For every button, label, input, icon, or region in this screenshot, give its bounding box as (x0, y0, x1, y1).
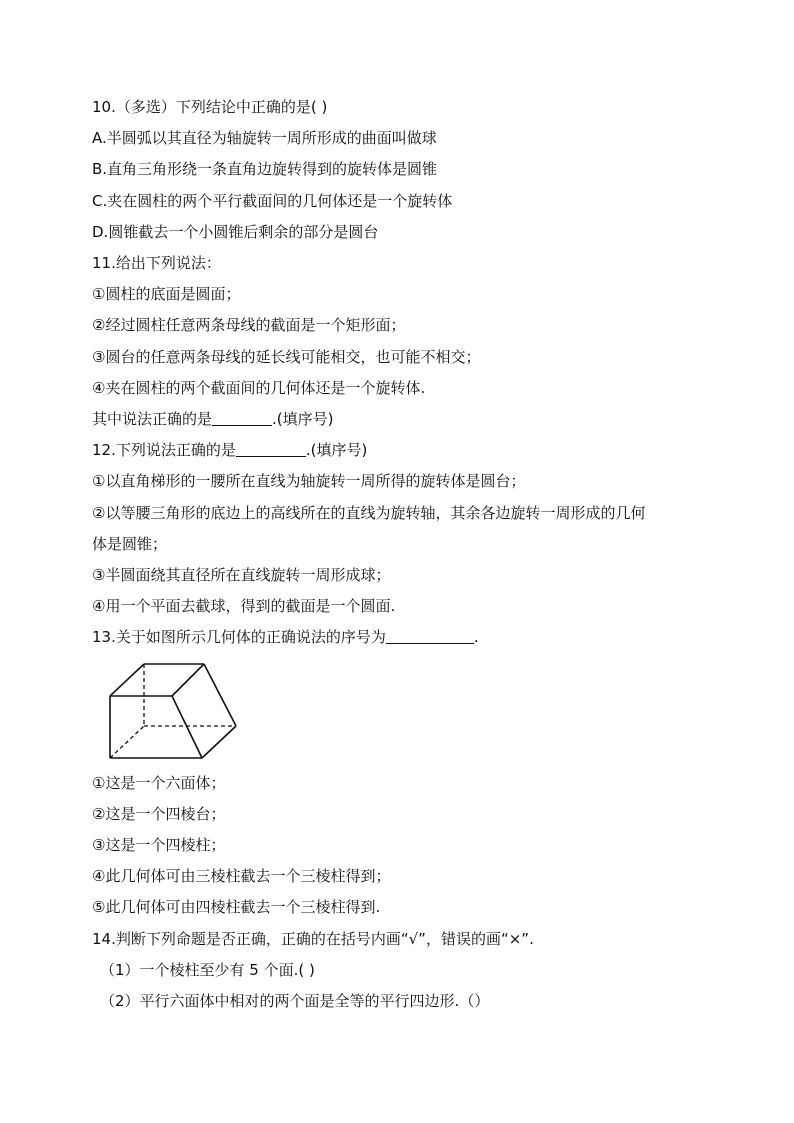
q12-item-1: ①以直角梯形的一腰所在直线为轴旋转一周所得的旋转体是圆台； (92, 472, 526, 491)
q12-title-prefix: 12.下列说法正确的是 (92, 441, 236, 460)
q13-item-2: ②这是一个四棱台； (92, 804, 226, 823)
q10-option-a: A.半圆弧以其直径为轴旋转一周所形成的曲面叫做球 (92, 129, 437, 148)
q12-item-2-cont: 体是圆锥； (92, 534, 168, 553)
q12-answer-blank[interactable] (236, 440, 306, 457)
q11-item-4: ④夹在圆柱的两个截面间的几何体还是一个旋转体. (92, 378, 426, 397)
q13-item-1: ①这是一个六面体； (92, 773, 226, 792)
prism-figure (104, 660, 244, 760)
q13-answer-blank[interactable] (386, 627, 474, 644)
q12-title-line (92, 435, 732, 466)
q14-title: 14.判断下列命题是否正确，正确的在括号内画“√”，错误的画“×”. (92, 929, 534, 948)
prism-hidden-edge (110, 726, 144, 758)
q13-item-5: ⑤此几何体可由四棱柱截去一个三棱柱得到. (92, 898, 381, 917)
document-page (92, 92, 732, 1017)
q13-item-4: ④此几何体可由三棱柱截去一个三棱柱得到； (92, 867, 391, 886)
q12-item-3: ③半圆面绕其直径所在直线旋转一周形成球； (92, 566, 391, 585)
prism-edge (172, 696, 202, 758)
q11-answer-line (92, 404, 732, 435)
q11-answer-suffix: .(填序号) (272, 410, 334, 429)
q11-answer-prefix: 其中说法正确的是 (92, 410, 213, 429)
q11-item-3: ③圆台的任意两条母线的延长线可能相交，也可能不相交； (92, 347, 481, 366)
prism-edge (172, 664, 204, 696)
q10-title: 10.（多选）下列结论中正确的是( ) (92, 98, 328, 116)
q14-item-1: （1）一个棱柱至少有 5 个面.( ) (100, 960, 315, 979)
q11-title: 11.给出下列说法： (92, 254, 221, 273)
q11-item-2: ②经过圆柱任意两条母线的截面是一个矩形面； (92, 316, 406, 335)
q10-option-b: B.直角三角形绕一条直角边旋转得到的旋转体是圆锥 (92, 160, 438, 179)
prism-edge (202, 726, 236, 758)
q13-title-line (92, 622, 732, 653)
prism-edge (204, 664, 236, 726)
q14-item-2: （2）平行六面体中相对的两个面是全等的平行四边形.（） (100, 992, 490, 1011)
q11-item-1: ①圆柱的底面是圆面； (92, 285, 241, 304)
q10-option-c: C.夹在圆柱的两个平行截面间的几何体还是一个旋转体 (92, 191, 453, 210)
q13-title-prefix: 13.关于如图所示几何体的正确说法的序号为 (92, 628, 386, 647)
q12-item-4: ④用一个平面去截球，得到的截面是一个圆面. (92, 597, 396, 616)
q13-item-3: ③这是一个四棱柱； (92, 836, 226, 855)
q10-option-d: D.圆锥截去一个小圆锥后剩余的部分是圆台 (92, 222, 379, 241)
q12-item-2: ②以等腰三角形的底边上的高线所在的直线为旋转轴，其余各边旋转一周形成的几何 (92, 503, 646, 522)
q12-title-suffix: .(填序号) (305, 441, 368, 460)
q11-answer-blank[interactable] (212, 409, 272, 426)
q13-title-suffix: . (473, 628, 479, 647)
prism-edge (110, 664, 144, 696)
